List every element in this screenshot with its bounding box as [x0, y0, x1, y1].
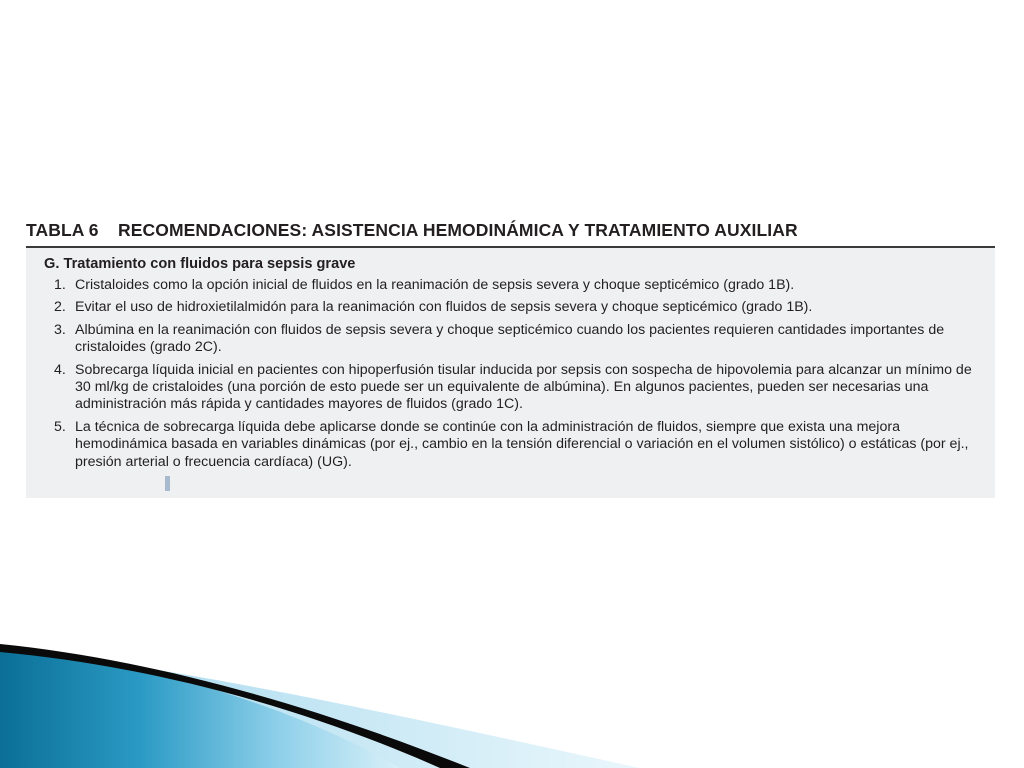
recommendation-item: [44, 299, 977, 316]
table-title-text: RECOMENDACIONES: ASISTENCIA HEMODINÁMICA Y TRATAMIENTO AUXILIAR: [118, 220, 798, 240]
recommendation-item: [44, 277, 977, 294]
item-number: 1.: [54, 277, 66, 293]
recommendation-item: [44, 362, 977, 414]
recommendation-item: [44, 419, 977, 471]
recommendation-table: [26, 248, 995, 498]
item-number: 5.: [54, 418, 66, 435]
recommendation-item: [44, 322, 977, 357]
decorative-swoosh: [0, 640, 1024, 768]
item-text: Albúmina en la reanimación con fluidos de sepsis severa y choque septicémico cuando los pacientes requieren cantidades importantes de cristaloides (grado 2C).: [75, 321, 945, 356]
item-number: 3.: [54, 321, 66, 338]
item-text: Evitar el uso de hidroxietilalmidón para la reanimación con fluidos de sepsis severa y choque septicémico (grado 1B).: [75, 299, 813, 316]
item-text: La técnica de sobrecarga líquida debe aplicarse donde se continúe con la administración de fluidos, siempre que exista una mejora hemodinámica basada en variables dinámicas (por ej., cambio en la tensión diferencial o variación en el volumen sistólico) o estáticas (por ej., presión arterial o frecuencia cardíaca) (UG).: [75, 418, 969, 470]
item-text: Cristaloides como la opción inicial de fluidos en la reanimación de sepsis severa y choque septicémico (grado 1B).: [75, 277, 795, 293]
text-cursor-icon: [165, 476, 170, 491]
recommendation-list: [44, 277, 977, 471]
table-number: TABLA 6: [26, 220, 99, 240]
item-number: 2.: [54, 299, 66, 316]
item-number: 4.: [54, 361, 66, 378]
table-title: [26, 220, 996, 241]
item-text: Sobrecarga líquida inicial en pacientes con hipoperfusión tisular inducida por sepsis con sospecha de hipovolemia para alcanzar un mínimo de 30 ml/kg de cristaloides (una porción de esto puede ser un equivalente de albúmina). En algunos pacientes, pueden ser necesarias una administración más rápida y cantidades mayores de fluidos (grado 1C).: [75, 361, 972, 413]
section-heading: G. Tratamiento con fluidos para sepsis grave: [44, 256, 356, 272]
